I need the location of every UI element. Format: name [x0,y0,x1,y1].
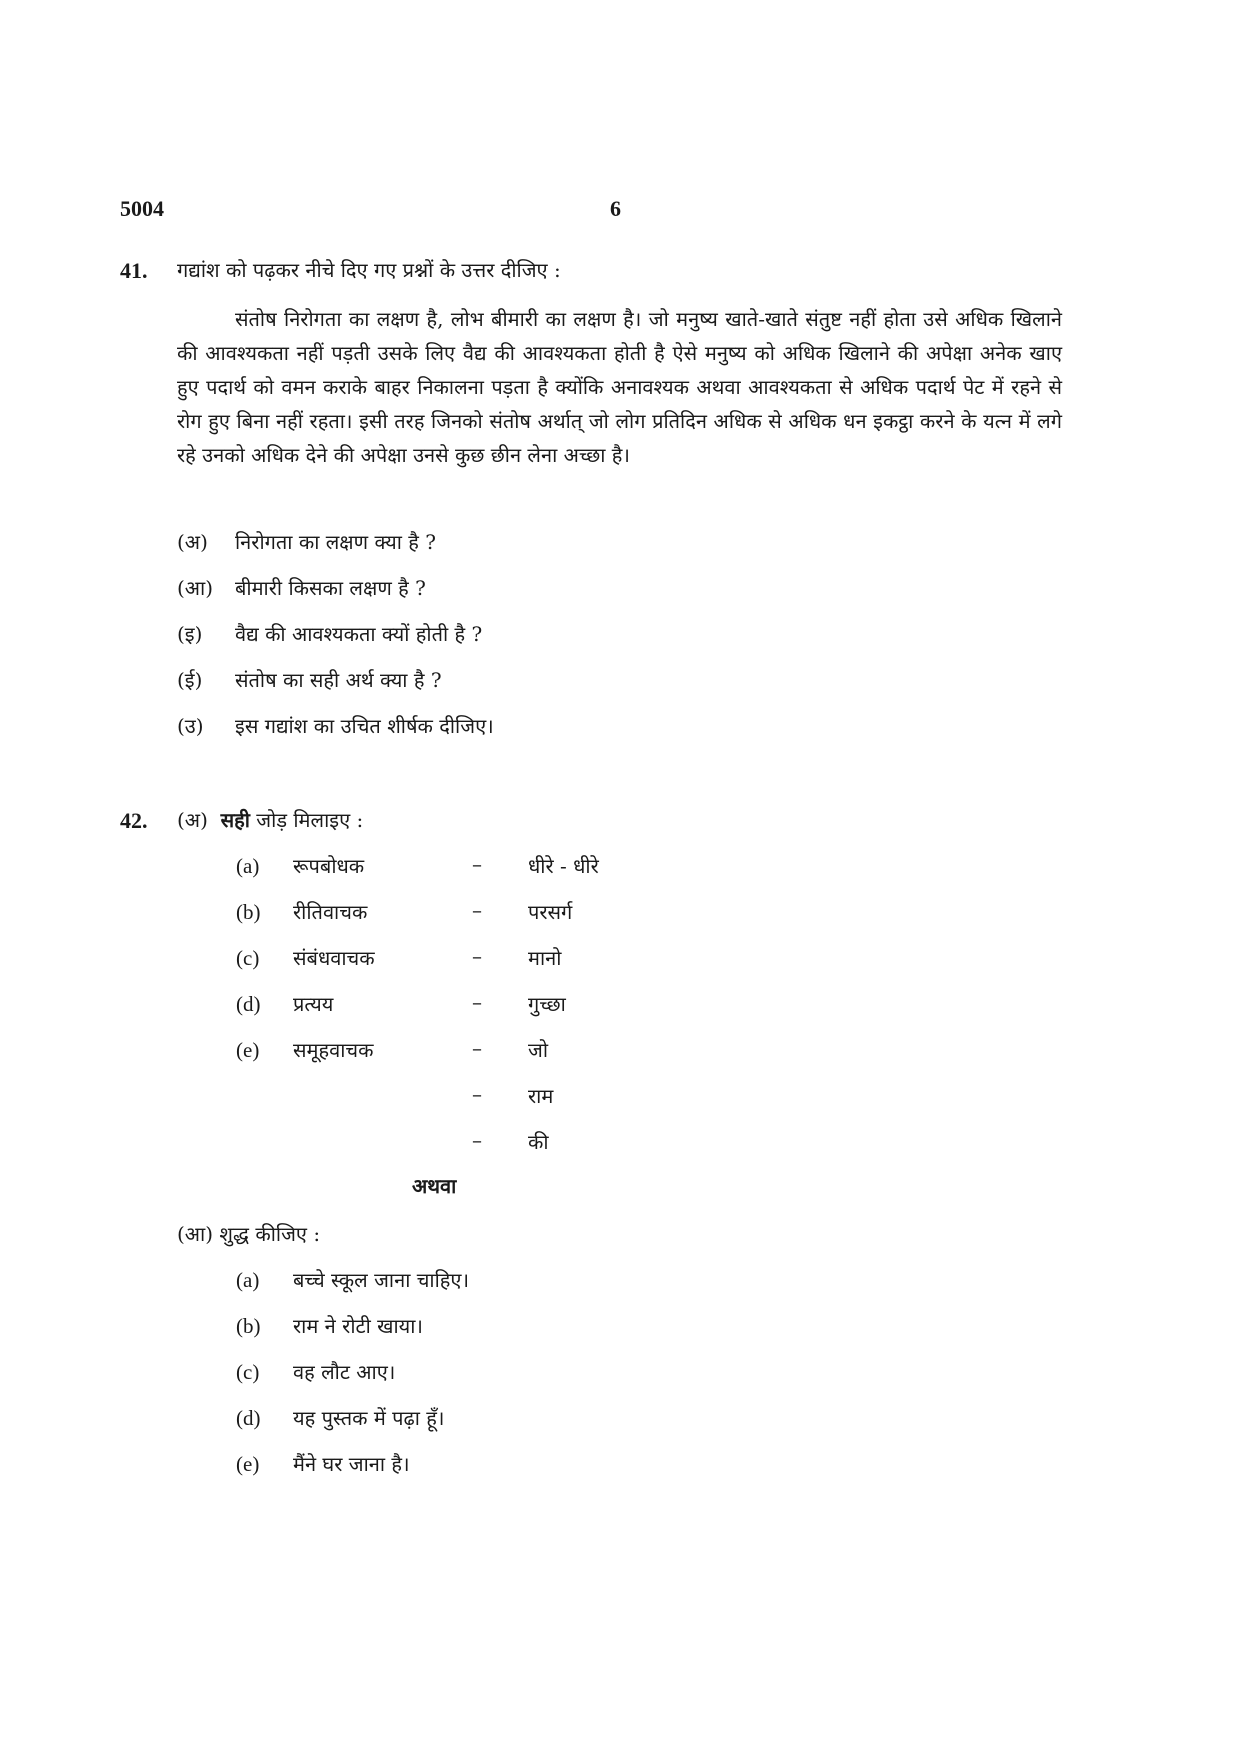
match-right-item: राम [528,1084,554,1108]
match-letter: (e) [236,1038,260,1062]
match-letter: (a) [236,854,260,878]
subquestion-label: (आ) [177,576,214,600]
match-right-item: मानो [528,946,562,970]
paper-code: 5004 [120,196,164,221]
subquestion-text: इस गद्यांश का उचित शीर्षक दीजिए। [235,714,494,738]
question-42a-instruction [177,806,363,833]
match-left-item: संबंधवाचक [293,946,375,970]
match-right-item: गुच्छा [528,992,566,1016]
match-right-item: की [528,1130,549,1154]
q41-subquestion-i [177,620,482,647]
question-41-passage: संतोष निरोगता का लक्षण है, लोभ बीमारी का लक्षण है। जो मनुष्य खाते-खाते संतुष्ट नहीं होता उसे अधिक खिलाने की आवश्यकता नहीं पड़ती उसके लिए वैद्य की आवश्यकता होती है ऐसे मनुष्य को अधिक खिलाने की अपेक्षा अनेक खाए हुए पदार्थ को वमन कराके बाहर निकालना पड़ता है क्योंकि अनावश्यक अथवा आवश्यकता से अधिक पदार्थ पेट में रहने से रोग हुए बिना नहीं रहता। इसी तरह जिनको संतोष अर्थात् जो लोग प्रतिदिन अधिक से अधिक धन इकट्ठा करने के यत्न में लगे रहे उनको अधिक देने की अपेक्षा उनसे कुछ छीन लेना अच्छा है। [177,307,1062,467]
subquestion-label: (इ) [177,622,203,646]
question-41-number: 41. [120,258,148,283]
match-dash: – [472,944,482,968]
match-right-item: धीरे - धीरे [528,854,599,878]
correction-sentence: बच्चे स्कूल जाना चाहिए। [293,1268,470,1292]
q41-subquestion-ii [177,666,442,693]
or-separator: अथवा [412,1174,457,1198]
match-dash: – [472,990,482,1014]
correction-letter: (d) [236,1406,261,1430]
match-left-item: समूहवाचक [293,1038,374,1062]
part-label: (अ) [177,808,208,832]
question-41-instruction: गद्यांश को पढ़कर नीचे दिए गए प्रश्नों के उत्तर दीजिए : [177,258,561,282]
instruction-text: शुद्ध कीजिए : [219,1222,321,1246]
match-left-item: रूपबोधक [293,854,365,878]
subquestion-label: (उ) [177,714,204,738]
q41-subquestion-aa [177,574,426,601]
correction-sentence: वह लौट आए। [293,1360,396,1384]
correction-letter: (c) [236,1360,260,1384]
correction-sentence: यह पुस्तक में पढ़ा हूँ। [293,1406,445,1430]
subquestion-text: संतोष का सही अर्थ क्या है ? [235,668,442,692]
match-dash: – [472,898,482,922]
correction-sentence: मैंने घर जाना है। [293,1452,410,1476]
subquestion-label: (अ) [177,530,208,554]
part-label: (आ) [177,1222,214,1246]
emphasis-word: सही [220,808,250,832]
match-dash: – [472,852,482,876]
correction-sentence: राम ने रोटी खाया। [293,1314,424,1338]
match-left-item: रीतिवाचक [293,900,368,924]
correction-letter: (e) [236,1452,260,1476]
correction-letter: (b) [236,1314,261,1338]
q41-subquestion-u [177,712,494,739]
match-dash: – [472,1082,482,1106]
match-dash: – [472,1128,482,1152]
match-right-item: परसर्ग [528,900,573,924]
subquestion-text: निरोगता का लक्षण क्या है ? [235,530,436,554]
match-letter: (d) [236,992,261,1016]
match-right-item: जो [528,1038,549,1062]
question-42b-instruction [177,1220,320,1247]
match-letter: (b) [236,900,261,924]
subquestion-label: (ई) [177,668,203,692]
subquestion-text: बीमारी किसका लक्षण है ? [235,576,426,600]
correction-letter: (a) [236,1268,260,1292]
match-dash: – [472,1036,482,1060]
page-number: 6 [610,196,621,221]
question-42-number: 42. [120,808,148,833]
q41-subquestion-a [177,528,436,555]
instruction-text: जोड़ मिलाइए : [256,808,364,832]
match-left-item: प्रत्यय [293,992,334,1016]
subquestion-text: वैद्य की आवश्यकता क्यों होती है ? [235,622,483,646]
match-letter: (c) [236,946,260,970]
